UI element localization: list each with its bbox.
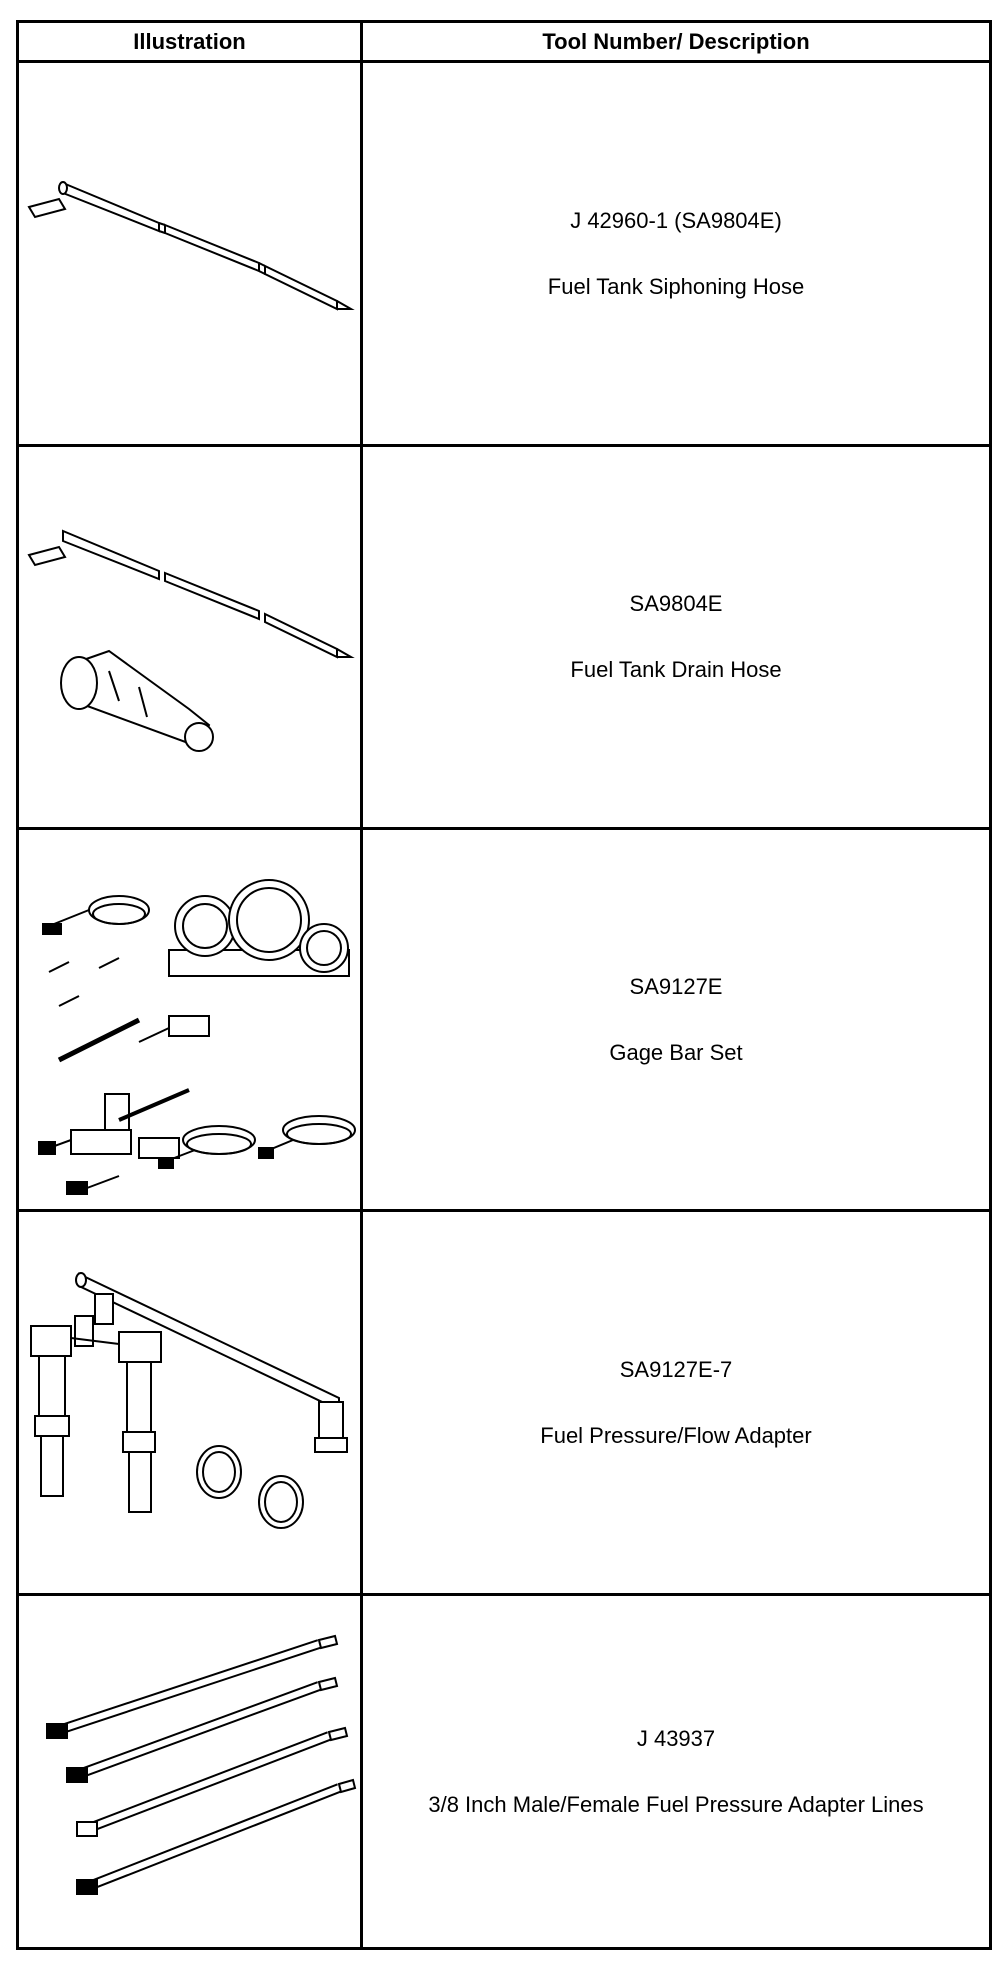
adapter-lines-illustration bbox=[19, 1596, 360, 1947]
table-row bbox=[19, 830, 989, 1212]
tool-number: SA9127E-7 bbox=[619, 1356, 733, 1382]
table-row bbox=[19, 1596, 989, 1947]
table-row bbox=[19, 63, 989, 447]
header-row bbox=[19, 23, 989, 63]
header-tool-description: Tool Number/ Description bbox=[542, 28, 810, 54]
tool-description: Gage Bar Set bbox=[609, 1039, 743, 1065]
tool-number: J 43937 bbox=[636, 1725, 716, 1751]
tool-number: J 42960-1 (SA9804E) bbox=[570, 207, 782, 233]
table-row bbox=[19, 447, 989, 830]
tool-description: 3/8 Inch Male/Female Fuel Pressure Adapter Lines bbox=[428, 1791, 924, 1817]
drain-hose-illustration bbox=[19, 447, 360, 827]
tool-description: Fuel Tank Siphoning Hose bbox=[547, 273, 805, 299]
tool-description: Fuel Tank Drain Hose bbox=[570, 657, 782, 682]
flow-adapter-illustration bbox=[19, 1212, 360, 1593]
tool-number: SA9804E bbox=[629, 591, 723, 616]
table-row bbox=[19, 1212, 989, 1596]
tool-table bbox=[16, 20, 992, 1950]
header-illustration: Illustration bbox=[133, 28, 246, 54]
tool-number: SA9127E bbox=[629, 973, 723, 999]
gage-bar-set-illustration bbox=[19, 830, 360, 1209]
siphon-hose-illustration bbox=[19, 63, 360, 444]
tool-description: Fuel Pressure/Flow Adapter bbox=[540, 1422, 812, 1448]
